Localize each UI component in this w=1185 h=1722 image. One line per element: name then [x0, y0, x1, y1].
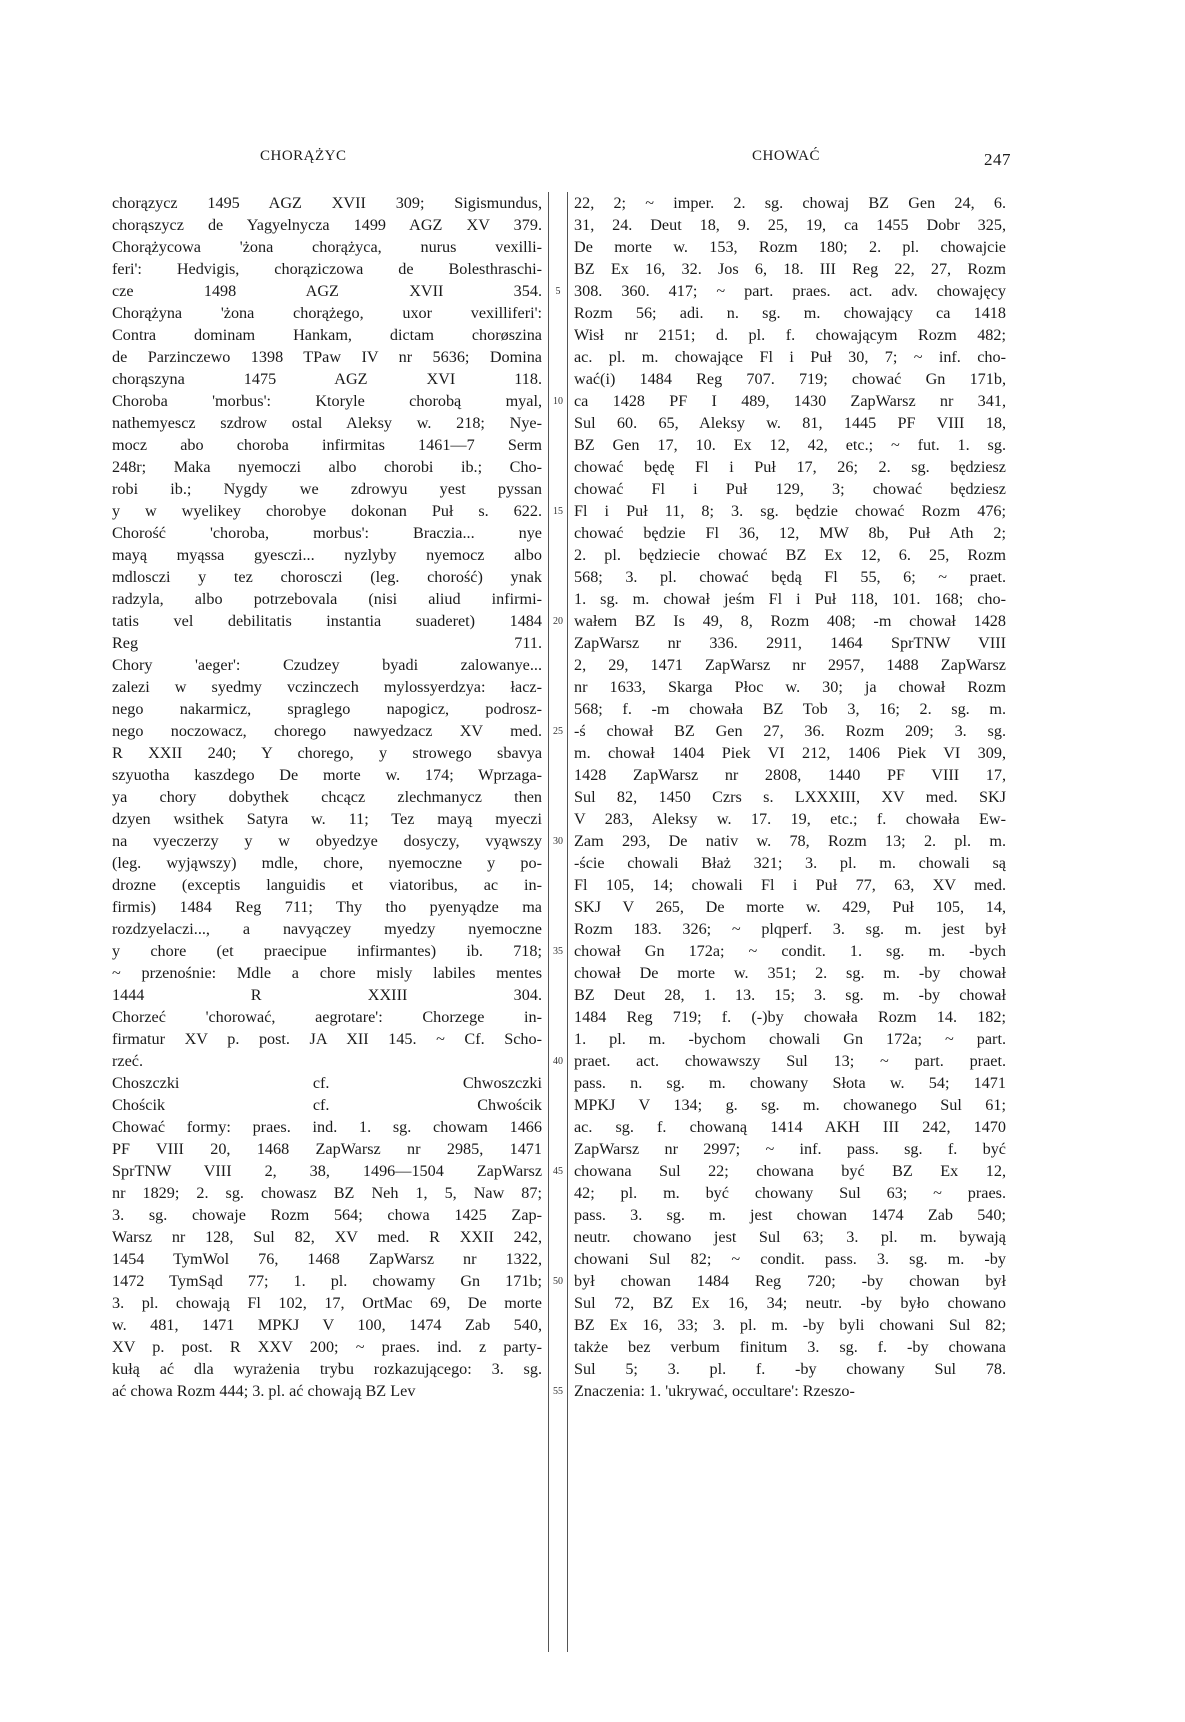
text-line: R XXII 240; Y chorego, y strowego sbavya: [112, 744, 542, 762]
text-line: dzyen wsithek Satyra w. 11; Tez mayą myeczi: [112, 810, 542, 828]
text-line: 248r; Maka nyemoczi albo chorobi ib.; Cho-: [112, 458, 542, 476]
text-line: chować będę Fl i Puł 17, 26; 2. sg. będziesz: [574, 458, 1006, 476]
text-line: nego noczowacz, chorego nawyedzacz XV med.: [112, 722, 542, 740]
text-line: nr 1829; 2. sg. chowasz BZ Neh 1, 5, Naw 87;: [112, 1184, 542, 1202]
text-line: Chorość 'choroba, morbus': Braczia... nye: [112, 524, 542, 542]
text-line: rzeć.: [112, 1052, 143, 1070]
text-line: Chościk cf. Chwościk: [112, 1096, 542, 1114]
running-header: [0, 148, 1185, 174]
line-number: 50: [553, 1276, 563, 1287]
text-line: ca 1428 PF I 489, 1430 ZapWarsz nr 341,: [574, 392, 1006, 410]
text-line: Chorążyna 'żona chorążego, uxor vexilliferi':: [112, 304, 542, 322]
text-line: 1428 ZapWarsz nr 2808, 1440 PF VIII 17,: [574, 766, 1006, 784]
text-line: 1484 Reg 719; f. (-)by chowała Rozm 14. 182;: [574, 1008, 1006, 1026]
text-line: 3. sg. chowaje Rozm 564; chowa 1425 Zap-: [112, 1206, 542, 1224]
text-line: neutr. chowano jest Sul 63; 3. pl. m. bywają: [574, 1228, 1006, 1246]
column-divider-right: [567, 192, 568, 1652]
column-divider-left: [548, 192, 549, 1652]
text-line: 1. pl. m. -bychom chowali Gn 172a; ~ part.: [574, 1030, 1006, 1048]
text-line: 31, 24. Deut 18, 9. 25, 19, ca 1455 Dobr 325,: [574, 216, 1006, 234]
text-line: ać chowa Rozm 444; 3. pl. ać chowają BZ Lev: [112, 1382, 416, 1400]
text-line: Contra dominam Hankam, dictam chorøszina: [112, 326, 542, 344]
text-line: Reg 711.: [112, 634, 542, 652]
text-line: y w wyelikey chorobye dokonan Puł s. 622.: [112, 502, 542, 520]
text-line: ZapWarsz nr 336. 2911, 1464 SprTNW VIII: [574, 634, 1006, 652]
text-line: tatis vel debilitatis instantia suaderet) 1484: [112, 612, 542, 630]
text-line: (leg. wyjąwszy) mdle, chore, nyemoczne y po-: [112, 854, 542, 872]
line-number: 55: [553, 1386, 563, 1397]
text-line: Sul 60. 65, Aleksy w. 81, 1445 PF VIII 18,: [574, 414, 1006, 432]
text-line: -ście chowali Błaż 321; 3. pl. m. chowali są: [574, 854, 1006, 872]
text-line: 1454 TymWol 76, 1468 ZapWarsz nr 1322,: [112, 1250, 542, 1268]
text-line: zalezi w syedmy vczinczech mylossyerdzya: łacz-: [112, 678, 542, 696]
right-text-column: [574, 192, 1006, 1402]
header-left-headword: CHORĄŻYC: [260, 148, 347, 164]
line-number: 25: [553, 726, 563, 737]
text-line: radzyla, albo potrzebovala (nisi aliud infirmi-: [112, 590, 542, 608]
text-line: mocz abo choroba infirmitas 1461—7 Serm: [112, 436, 542, 454]
text-line: Rozm 56; adi. n. sg. m. chowający ca 1418: [574, 304, 1006, 322]
line-number: 5: [555, 286, 561, 297]
text-line: firmatur XV p. post. JA XII 145. ~ Cf. Scho-: [112, 1030, 542, 1048]
text-line: m. chował 1404 Piek VI 212, 1406 Piek VI 309,: [574, 744, 1006, 762]
text-line: ac. sg. f. chowaną 1414 AKH III 242, 1470: [574, 1118, 1006, 1136]
text-line: ~ przenośnie: Mdle a chore misly labiles mentes: [112, 964, 542, 982]
text-line: Sul 5; 3. pl. f. -by chowany Sul 78.: [574, 1360, 1006, 1378]
text-line: rozdzyelaczi..., a navyączey myedzy nyemoczne: [112, 920, 542, 938]
text-line: SKJ V 265, De morte w. 429, Puł 105, 14,: [574, 898, 1006, 916]
text-line: SprTNW VIII 2, 38, 1496—1504 ZapWarsz: [112, 1162, 542, 1180]
text-line: mayą myąssa gyesczi... nyzlyby nyemocz albo: [112, 546, 542, 564]
text-line: pass. n. sg. m. chowany Słota w. 54; 1471: [574, 1074, 1006, 1092]
text-line: XV p. post. R XXV 200; ~ praes. ind. z party-: [112, 1338, 542, 1356]
text-line: chorąszyna 1475 AGZ XVI 118.: [112, 370, 542, 388]
text-line: Zam 293, De nativ w. 78, Rozm 13; 2. pl. m.: [574, 832, 1006, 850]
text-line: nr 1633, Skarga Płoc w. 30; ja chował Rozm: [574, 678, 1006, 696]
line-number: 15: [553, 506, 563, 517]
text-line: szyuotha kaszdego De morte w. 174; Wprzaga-: [112, 766, 542, 784]
text-line: ac. pl. m. chowające Fl i Puł 30, 7; ~ inf. cho-: [574, 348, 1006, 366]
text-line: chował Gn 172a; ~ condit. 1. sg. m. -bych: [574, 942, 1006, 960]
text-line: V 283, Aleksy w. 17. 19, etc.; f. chowała Ew-: [574, 810, 1006, 828]
text-line: chorąszycz de Yagyelnycza 1499 AGZ XV 379.: [112, 216, 542, 234]
text-line: Sul 72, BZ Ex 16, 34; neutr. -by było chowano: [574, 1294, 1006, 1312]
text-line: nego nakarmicz, spraglego napogicz, podrosz-: [112, 700, 542, 718]
text-line: cze 1498 AGZ XVII 354.: [112, 282, 542, 300]
text-line: MPKJ V 134; g. sg. m. chowanego Sul 61;: [574, 1096, 1006, 1114]
text-line: 1444 R XXIII 304.: [112, 986, 542, 1004]
text-line: praet. act. chowawszy Sul 13; ~ part. praet.: [574, 1052, 1006, 1070]
text-line: de Parzinczewo 1398 TPaw IV nr 5636; Domina: [112, 348, 542, 366]
text-line: Sul 82, 1450 Czrs s. LXXXIII, XV med. SKJ: [574, 788, 1006, 806]
text-line: firmis) 1484 Reg 711; Thy tho pyenyądze ma: [112, 898, 542, 916]
text-line: w. 481, 1471 MPKJ V 100, 1474 Zab 540,: [112, 1316, 542, 1334]
text-line: -ś chował BZ Gen 27, 36. Rozm 209; 3. sg.: [574, 722, 1006, 740]
text-line: mdlosczi y tez chorosczi (leg. chorość) ynak: [112, 568, 542, 586]
text-line: wałem BZ Is 49, 8, Rozm 408; -m chował 1428: [574, 612, 1006, 630]
line-number: 35: [553, 946, 563, 957]
text-line: chował De morte w. 351; 2. sg. m. -by chował: [574, 964, 1006, 982]
text-line: chować będzie Fl 36, 12, MW 8b, Puł Ath 2;: [574, 524, 1006, 542]
text-line: chowana Sul 22; chowana być BZ Ex 12,: [574, 1162, 1006, 1180]
text-line: 2, 29, 1471 ZapWarsz nr 2957, 1488 ZapWarsz: [574, 656, 1006, 674]
text-line: Chować formy: praes. ind. 1. sg. chowam 1466: [112, 1118, 542, 1136]
text-line: Chory 'aeger': Czudzey byadi zalowanye...: [112, 656, 542, 674]
header-right-headword: CHOWAĆ: [752, 148, 821, 164]
text-line: był chowan 1484 Reg 720; -by chowan był: [574, 1272, 1006, 1290]
text-line: nathemyescz szdrow ostal Aleksy w. 218; Nye-: [112, 414, 542, 432]
text-line: PF VIII 20, 1468 ZapWarsz nr 2985, 1471: [112, 1140, 542, 1158]
text-line: BZ Ex 16, 32. Jos 6, 18. III Reg 22, 27, Rozm: [574, 260, 1006, 278]
text-line: także bez verbum finitum 3. sg. f. -by chowana: [574, 1338, 1006, 1356]
text-line: pass. 3. sg. m. jest chowan 1474 Zab 540;: [574, 1206, 1006, 1224]
text-line: feri': Hedvigis, chorąziczowa de Bolesthraschi-: [112, 260, 542, 278]
text-line: Warsz nr 128, Sul 82, XV med. R XXII 242,: [112, 1228, 542, 1246]
line-number: 10: [553, 396, 563, 407]
text-line: 568; 3. pl. chować będą Fl 55, 6; ~ praet.: [574, 568, 1006, 586]
line-number: 45: [553, 1166, 563, 1177]
text-line: chorązycz 1495 AGZ XVII 309; Sigismundus,: [112, 194, 542, 212]
left-text-column: [112, 192, 542, 1402]
text-line: BZ Deut 28, 1. 13. 15; 3. sg. m. -by chował: [574, 986, 1006, 1004]
text-line: chować Fl i Puł 129, 3; chować będziesz: [574, 480, 1006, 498]
line-number: 20: [553, 616, 563, 627]
text-line: ya chory dobythek chcącz zlechmanycz then: [112, 788, 542, 806]
text-line: BZ Ex 16, 33; 3. pl. m. -by byli chowani Sul 82;: [574, 1316, 1006, 1334]
text-line: Fl i Puł 11, 8; 3. sg. będzie chować Rozm 476;: [574, 502, 1006, 520]
text-line: Fl 105, 14; chowali Fl i Puł 77, 63, XV med.: [574, 876, 1006, 894]
text-line: kułą ać dla wyrażenia trybu rozkazującego: 3. sg.: [112, 1360, 542, 1378]
text-line: Chorążycowa 'żona chorążyca, nurus vexilli-: [112, 238, 542, 256]
text-line: drozne (exceptis languidis et viatoribus, ac in-: [112, 876, 542, 894]
text-line: robi ib.; Nygdy we zdrowyu yest pyssan: [112, 480, 542, 498]
line-number: 40: [553, 1056, 563, 1067]
text-line: Choszczki cf. Chwoszczki: [112, 1074, 542, 1092]
text-line: 568; f. -m chowała BZ Tob 3, 16; 2. sg. m.: [574, 700, 1006, 718]
text-line: 3. pl. chowają Fl 102, 17, OrtMac 69, De morte: [112, 1294, 542, 1312]
line-number: 30: [553, 836, 563, 847]
text-line: chowani Sul 82; ~ condit. pass. 3. sg. m. -by: [574, 1250, 1006, 1268]
text-line: 22, 2; ~ imper. 2. sg. chowaj BZ Gen 24, 6.: [574, 194, 1006, 212]
text-line: 1472 TymSąd 77; 1. pl. chowamy Gn 171b;: [112, 1272, 542, 1290]
text-line: 308. 360. 417; ~ part. praes. act. adv. chowajęcy: [574, 282, 1006, 300]
text-line: 2. pl. będziecie chować BZ Ex 12, 6. 25, Rozm: [574, 546, 1006, 564]
text-line: Choroba 'morbus': Ktoryle chorobą myal,: [112, 392, 542, 410]
text-line: Chorzeć 'chorować, aegrotare': Chorzege in-: [112, 1008, 542, 1026]
text-line: wać(i) 1484 Reg 707. 719; chować Gn 171b,: [574, 370, 1006, 388]
text-line: De morte w. 153, Rozm 180; 2. pl. chowajcie: [574, 238, 1006, 256]
text-line: 42; pl. m. być chowany Sul 63; ~ praes.: [574, 1184, 1006, 1202]
text-line: Wisł nr 2151; d. pl. f. chowającym Rozm 482;: [574, 326, 1006, 344]
text-line: y chore (et praecipue infirmantes) ib. 718;: [112, 942, 542, 960]
text-line: BZ Gen 17, 10. Ex 12, 42, etc.; ~ fut. 1. sg.: [574, 436, 1006, 454]
text-line: Znaczenia: 1. 'ukrywać, occultare': Rzeszo-: [574, 1382, 855, 1400]
page-number: 247: [984, 150, 1011, 169]
text-line: ZapWarsz nr 2997; ~ inf. pass. sg. f. być: [574, 1140, 1006, 1158]
text-line: 1. sg. m. chował jeśm Fl i Puł 118, 101. 168; cho-: [574, 590, 1006, 608]
text-line: na vyeczerzy y w obyedzye dosyczy, vyąwszy: [112, 832, 542, 850]
text-line: Rozm 183. 326; ~ plqperf. 3. sg. m. jest był: [574, 920, 1006, 938]
